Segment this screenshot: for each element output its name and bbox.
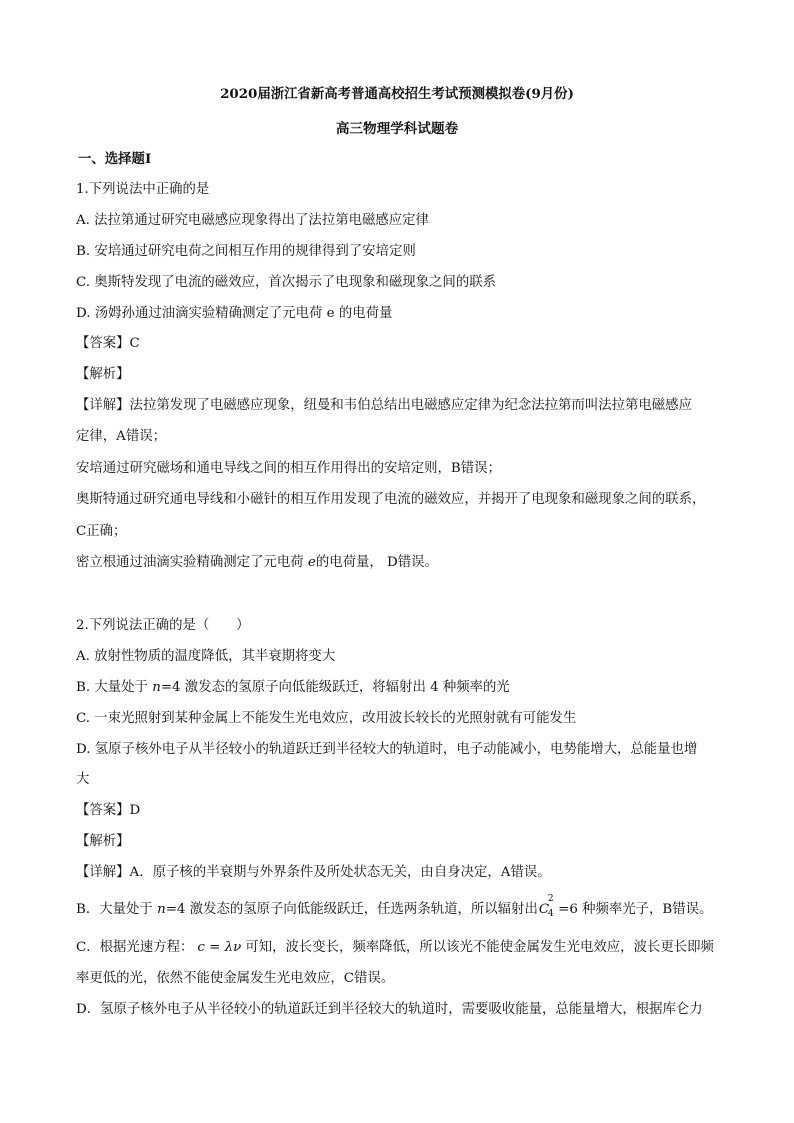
- q1-option-c: C. 奥斯特发现了电流的磁效应，首次揭示了电现象和磁现象之间的联系: [76, 275, 496, 290]
- document-subtitle: 高三物理学科试题卷: [335, 121, 459, 137]
- q2-option-a: A. 放射性物质的温度降低，其半衰期将变大: [76, 649, 336, 664]
- q2-option-c: C. 一束光照射到某种金属上不能发生光电效应，改用波长较长的光照射就有可能发生: [76, 711, 577, 726]
- text-segment: 的电荷量， D错误。: [315, 555, 438, 570]
- q1-option-d: D. 汤姆孙通过油滴实验精确测定了元电荷 e 的电荷量: [76, 306, 393, 321]
- q1-option-b: B. 安培通过研究电荷之间相互作用的规律得到了安培定则: [76, 244, 416, 259]
- q1-detail-line: 【详解】法拉第发现了电磁感应现象，纽曼和韦伯总结出电磁感应定律为纪念法拉第而叫法拉第电磁感应: [76, 398, 692, 413]
- q1-answer: 【答案】C: [76, 336, 140, 351]
- text-segment: =4 激发态的氢原子向低能级跃迁，任选两条轨道，所以辐射出: [165, 902, 538, 917]
- variable-n: n: [152, 680, 161, 695]
- q1-stem: 1.下列说法中正确的是: [76, 182, 210, 197]
- q1-detail-line: 定律，A错误；: [76, 429, 167, 444]
- section-heading: 一、选择题Ⅰ: [78, 151, 152, 167]
- text-segment: B. 大量处于: [76, 680, 153, 695]
- q2-analysis-label: 【解析】: [76, 834, 130, 849]
- q2-option-d-cont: 大: [76, 772, 90, 787]
- superscript: 2: [547, 894, 554, 904]
- q2-detail-a: 【详解】A．原子核的半衰期与外界条件及所处状态无关，由自身决定，A错误。: [76, 865, 551, 880]
- text-segment: =4 激发态的氢原子向低能级跃迁，将辐射出 4 种频率的光: [160, 680, 510, 695]
- variable-n: n: [157, 902, 166, 917]
- q1-analysis-label: 【解析】: [76, 367, 130, 382]
- text-segment: C．根据光速方程：: [76, 940, 194, 955]
- subscript: 4: [547, 909, 554, 919]
- q1-detail-line: 奥斯特通过研究通电导线和小磁针的相互作用发现了电流的磁效应，并揭开了电现象和磁现象之间的联系，: [76, 492, 706, 507]
- q2-answer: 【答案】D: [76, 803, 141, 818]
- q2-detail-c: [76, 936, 714, 955]
- text-segment: =6 种频率光子，B错误。: [558, 902, 713, 917]
- q2-detail-b: [76, 894, 713, 919]
- q2-detail-c-cont: 率更低的光，依然不能使金属发生光电效应，C错误。: [76, 971, 395, 986]
- q1-option-a: A. 法拉第通过研究电磁感应现象得出了法拉第电磁感应定律: [76, 213, 429, 228]
- q2-stem: 2.下列说法正确的是（ ）: [76, 618, 250, 633]
- q2-option-b: [76, 676, 510, 695]
- q1-detail-line: C正确；: [76, 524, 127, 539]
- q2-detail-d: D．氢原子核外电子从半径较小的轨道跃迁到半径较大的轨道时，需要吸收能量，总能量增大，根据库仑力: [76, 1002, 703, 1017]
- text-segment: 可知，波长变长，频率降低，所以该光不能使金属发生光电效应，波长更长即频: [245, 940, 714, 955]
- combination-formula: [538, 894, 554, 919]
- combination-symbol: C: [538, 902, 550, 917]
- text-segment: 密立根通过油滴实验精确测定了元电荷: [76, 555, 308, 570]
- variable-e: e: [307, 555, 316, 570]
- text-segment: B．大量处于: [76, 902, 158, 917]
- formula: c = λν: [197, 940, 242, 955]
- q2-option-d: D. 氢原子核外电子从半径较小的轨道跃迁到半径较大的轨道时，电子动能减小，电势能增大，总能量也增: [76, 742, 698, 757]
- q1-detail-line: 安培通过研究磁场和通电导线之间的相互作用得出的安培定则，B错误；: [76, 461, 501, 476]
- document-title: 2020届浙江省新高考普通高校招生考试预测模拟卷(9月份): [220, 86, 574, 102]
- q1-detail-last: [76, 551, 438, 570]
